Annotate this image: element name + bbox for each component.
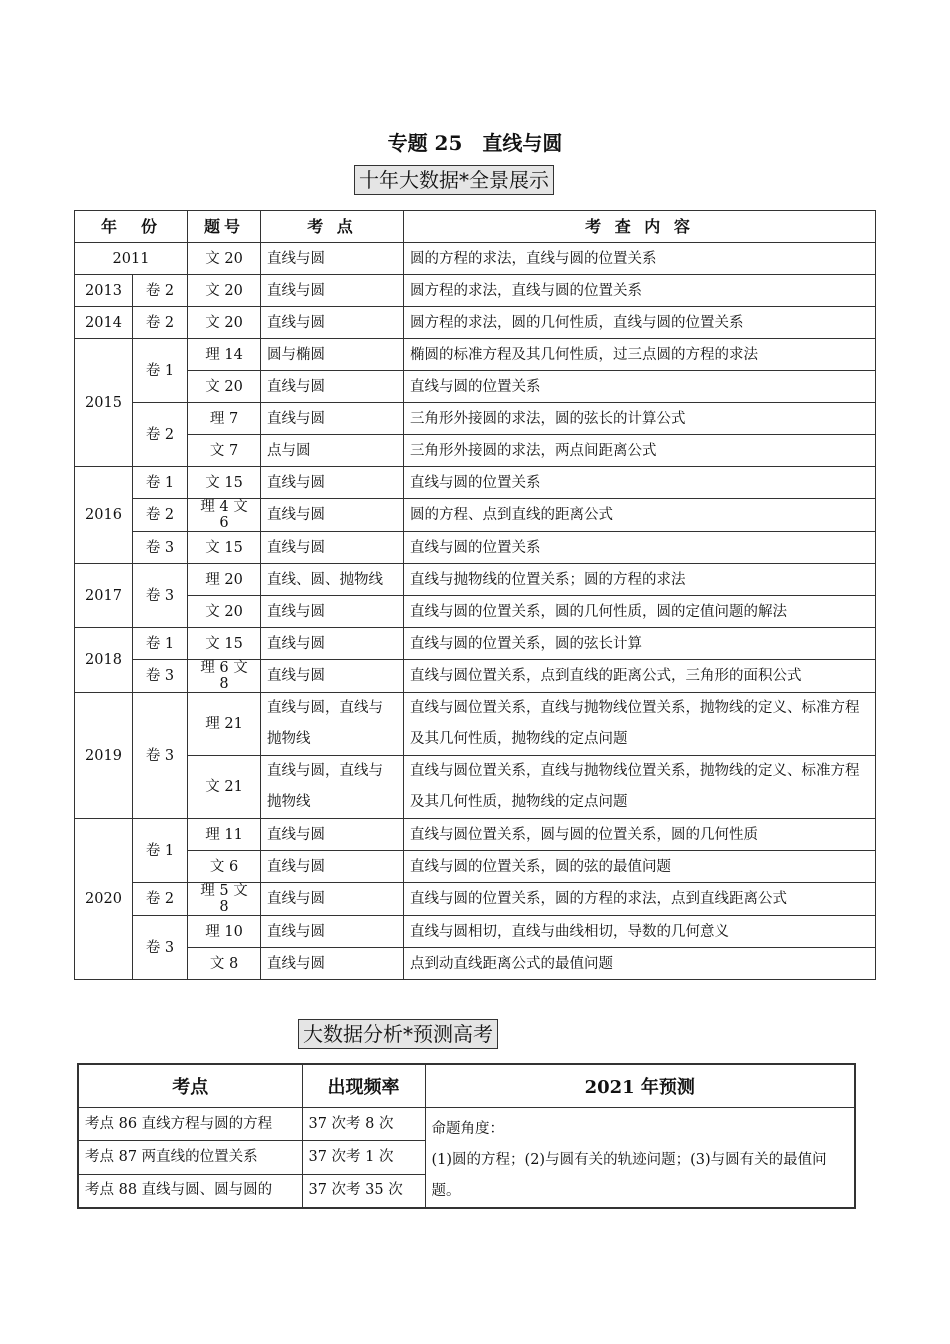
question-number-cell: 文 6: [188, 851, 261, 883]
topic-cell: 点与圆: [261, 435, 404, 467]
section-heading-overview: 十年大数据*全景展示: [354, 165, 554, 195]
table-row: [78, 1108, 855, 1141]
exam-history-table: [74, 210, 876, 980]
table-row: [75, 403, 876, 435]
paper-cell: 卷 3: [133, 660, 188, 693]
paper-cell: 卷 2: [133, 883, 188, 916]
year-cell: 2018: [75, 628, 133, 693]
paper-cell: 卷 2: [133, 499, 188, 532]
content-cell: 圆的方程的求法，直线与圆的位置关系: [404, 243, 876, 275]
table-row: [75, 628, 876, 660]
content-cell: 直线与抛物线的位置关系；圆的方程的求法: [404, 564, 876, 596]
paper-cell: 卷 3: [133, 916, 188, 980]
prediction-table: [77, 1063, 856, 1209]
topic-cell: 直线与圆: [261, 499, 404, 532]
table-row: [75, 693, 876, 756]
header-topic: 考 点: [261, 211, 404, 243]
question-number-cell: 文 15: [188, 532, 261, 564]
topic-cell: 直线与圆: [261, 660, 404, 693]
year-cell: 2014: [75, 307, 133, 339]
frequency-cell: 37 次考 8 次: [302, 1108, 425, 1141]
content-cell: 圆的方程、点到直线的距离公式: [404, 499, 876, 532]
topic-cell: 直线与圆: [261, 596, 404, 628]
content-cell: 三角形外接圆的求法，圆的弦长的计算公式: [404, 403, 876, 435]
content-cell: 直线与圆的位置关系，圆的弦长计算: [404, 628, 876, 660]
topic-cell: 直线与圆: [261, 819, 404, 851]
content-cell: 直线与圆位置关系，点到直线的距离公式，三角形的面积公式: [404, 660, 876, 693]
topic-cell: 直线与圆: [261, 467, 404, 499]
header-year: 年 份: [75, 211, 188, 243]
paper-cell: 卷 1: [133, 467, 188, 499]
content-cell: 圆方程的求法，圆的几何性质，直线与圆的位置关系: [404, 307, 876, 339]
frequency-cell: 37 次考 1 次: [302, 1141, 425, 1174]
question-number-cell: 文 7: [188, 435, 261, 467]
topic-cell: 直线与圆: [261, 628, 404, 660]
topic-cell: 考点 88 直线与圆、圆与圆的: [78, 1174, 302, 1208]
table-row: [75, 819, 876, 851]
header-frequency: 出现频率: [302, 1064, 425, 1108]
content-cell: 直线与圆位置关系，直线与抛物线位置关系，抛物线的定义、标准方程及其几何性质，抛物线的定点问题: [404, 693, 876, 756]
table-row: [75, 339, 876, 371]
paper-cell: 卷 2: [133, 403, 188, 467]
table-row: [75, 532, 876, 564]
topic-cell: 直线与圆: [261, 243, 404, 275]
header-prediction: 2021 年预测: [425, 1064, 855, 1108]
table-row: [75, 564, 876, 596]
question-number-cell: 理 14: [188, 339, 261, 371]
table-row: [75, 371, 876, 403]
paper-cell: 卷 3: [133, 564, 188, 628]
paper-cell: 卷 1: [133, 628, 188, 660]
year-cell: 2019: [75, 693, 133, 819]
question-number-cell: 理 5 文 8: [188, 883, 261, 916]
header-question-number: 题号: [188, 211, 261, 243]
content-cell: 圆方程的求法，直线与圆的位置关系: [404, 275, 876, 307]
page-title: 专题 25 直线与圆: [387, 131, 563, 155]
content-cell: 直线与圆位置关系，圆与圆的位置关系，圆的几何性质: [404, 819, 876, 851]
content-cell: 直线与圆的位置关系，圆的方程的求法，点到直线距离公式: [404, 883, 876, 916]
prediction-text: (1)圆的方程；(2)与圆有关的轨迹问题；(3)与圆有关的最值问题。: [431, 1152, 827, 1199]
year-cell: 2017: [75, 564, 133, 628]
question-number-cell: 文 20: [188, 243, 261, 275]
question-number-cell: 文 20: [188, 307, 261, 339]
header-content: 考 查 内 容: [404, 211, 876, 243]
content-cell: 点到动直线距离公式的最值问题: [404, 948, 876, 980]
table-row: [75, 916, 876, 948]
topic-cell: 直线与圆: [261, 403, 404, 435]
question-number-cell: 文 20: [188, 371, 261, 403]
table-header-row: [75, 211, 876, 243]
prediction-cell: [425, 1108, 855, 1209]
table-row: [75, 435, 876, 467]
topic-cell: 圆与椭圆: [261, 339, 404, 371]
year-cell: 2011: [75, 243, 188, 275]
table-row: [75, 851, 876, 883]
paper-cell: 卷 2: [133, 275, 188, 307]
header-topic: 考点: [78, 1064, 302, 1108]
table-row: [75, 596, 876, 628]
table-row: [75, 883, 876, 916]
paper-cell: 卷 1: [133, 339, 188, 403]
content-cell: 直线与圆的位置关系: [404, 467, 876, 499]
topic-cell: 直线与圆: [261, 532, 404, 564]
content-cell: 直线与圆的位置关系: [404, 371, 876, 403]
paper-cell: 卷 1: [133, 819, 188, 883]
question-number-cell: 文 8: [188, 948, 261, 980]
table-row: [75, 275, 876, 307]
topic-cell: 直线与圆: [261, 916, 404, 948]
topic-cell: 考点 87 两直线的位置关系: [78, 1141, 302, 1174]
content-cell: 椭圆的标准方程及其几何性质，过三点圆的方程的求法: [404, 339, 876, 371]
question-number-cell: 理 6 文 8: [188, 660, 261, 693]
topic-cell: 直线与圆: [261, 851, 404, 883]
table-row: [75, 307, 876, 339]
question-number-cell: 理 21: [188, 693, 261, 756]
content-cell: 直线与圆相切，直线与曲线相切，导数的几何意义: [404, 916, 876, 948]
topic-cell: 直线与圆，直线与抛物线: [261, 756, 404, 819]
year-cell: 2020: [75, 819, 133, 980]
table-row: [75, 243, 876, 275]
question-number-cell: 理 20: [188, 564, 261, 596]
year-cell: 2015: [75, 339, 133, 467]
table-row: [75, 948, 876, 980]
content-cell: 直线与圆的位置关系，圆的弦的最值问题: [404, 851, 876, 883]
question-number-cell: 理 11: [188, 819, 261, 851]
question-number-cell: 文 20: [188, 596, 261, 628]
paper-cell: 卷 3: [133, 693, 188, 819]
topic-cell: 直线与圆: [261, 275, 404, 307]
topic-cell: 直线与圆，直线与抛物线: [261, 693, 404, 756]
question-number-cell: 文 21: [188, 756, 261, 819]
topic-cell: 直线与圆: [261, 307, 404, 339]
topic-cell: 直线与圆: [261, 948, 404, 980]
content-cell: 三角形外接圆的求法，两点间距离公式: [404, 435, 876, 467]
content-cell: 直线与圆的位置关系: [404, 532, 876, 564]
year-cell: 2016: [75, 467, 133, 564]
frequency-cell: 37 次考 35 次: [302, 1174, 425, 1208]
table-row: [75, 499, 876, 532]
question-number-cell: 理 10: [188, 916, 261, 948]
section-heading-prediction: 大数据分析*预测高考: [298, 1019, 498, 1049]
question-number-cell: 文 15: [188, 467, 261, 499]
table-row: [75, 756, 876, 819]
table-row: [75, 660, 876, 693]
question-number-cell: 理 7: [188, 403, 261, 435]
year-cell: 2013: [75, 275, 133, 307]
paper-cell: 卷 2: [133, 307, 188, 339]
question-number-cell: 理 4 文 6: [188, 499, 261, 532]
topic-cell: 考点 86 直线方程与圆的方程: [78, 1108, 302, 1141]
content-cell: 直线与圆位置关系，直线与抛物线位置关系，抛物线的定义、标准方程及其几何性质，抛物线的定点问题: [404, 756, 876, 819]
table-row: [75, 467, 876, 499]
table-header-row: [78, 1064, 855, 1108]
prediction-label: 命题角度：: [431, 1121, 504, 1137]
topic-cell: 直线、圆、抛物线: [261, 564, 404, 596]
question-number-cell: 文 20: [188, 275, 261, 307]
question-number-cell: 文 15: [188, 628, 261, 660]
content-cell: 直线与圆的位置关系，圆的几何性质，圆的定值问题的解法: [404, 596, 876, 628]
topic-cell: 直线与圆: [261, 371, 404, 403]
topic-cell: 直线与圆: [261, 883, 404, 916]
paper-cell: 卷 3: [133, 532, 188, 564]
